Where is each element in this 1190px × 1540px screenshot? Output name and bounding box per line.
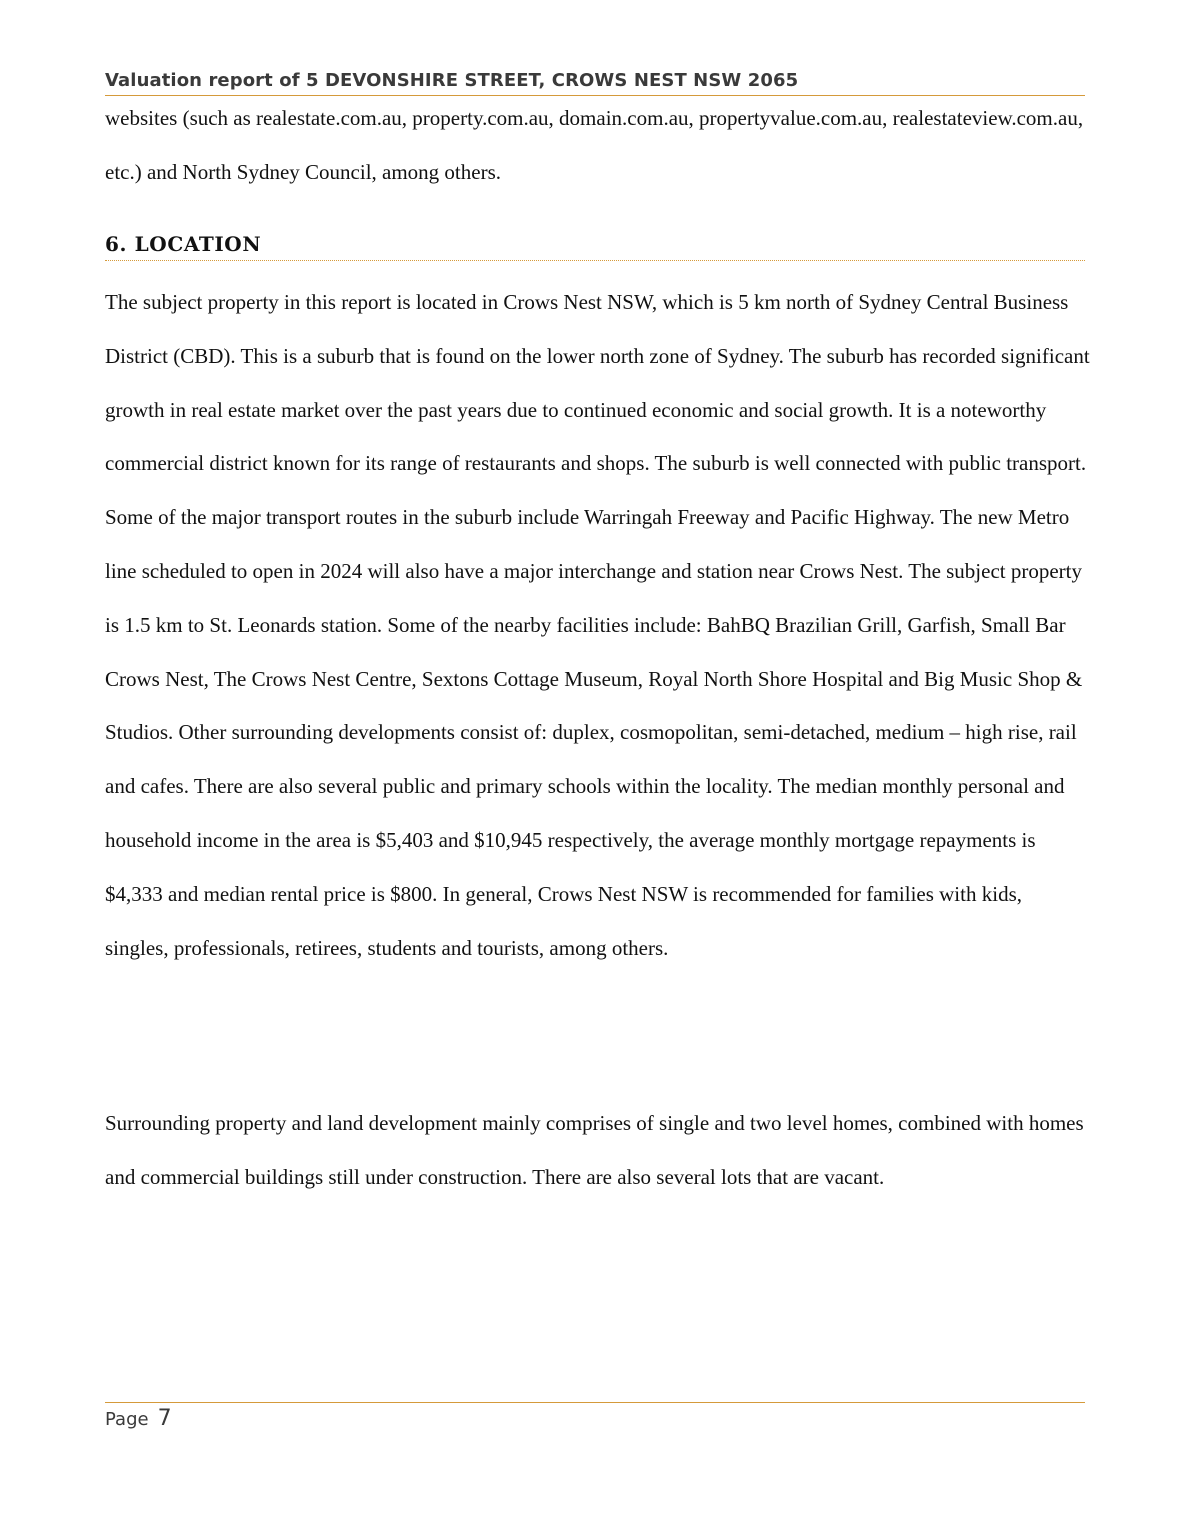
page-number: 7: [157, 1406, 172, 1431]
footer-divider: [105, 1402, 1085, 1403]
section-heading-location: 6. LOCATION: [105, 232, 262, 256]
location-paragraph-2: Surrounding property and land development mainly comprises of single and two level homes, combined with homes and commercial buildings still under construction. There are also several lots that are vacant.: [105, 1111, 1084, 1189]
page-label: Page: [105, 1409, 149, 1430]
page-footer: [105, 1406, 172, 1431]
location-paragraph-1: The subject property in this report is located in Crows Nest NSW, which is 5 km north of Sydney Central Business District (CBD). This is a suburb that is found on the lower north zone of Sydney. The suburb has recorded significant growth in real estate market over the past years due to continued economic and social growth. It is a noteworthy commercial district known for its range of restaurants and shops. The suburb is well connected with public transport. Some of the major transport routes in the suburb include Warringah Freeway and Pacific Highway. The new Metro line scheduled to open in 2024 will also have a major interchange and station near Crows Nest. The subject property is 1.5 km to St. Leonards station. Some of the nearby facilities include: BahBQ Brazilian Grill, Garfish, Small Bar Crows Nest, The Crows Nest Centre, Sextons Cottage Museum, Royal North Shore Hospital and Big Music Shop & Studios. Other surrounding developments consist of: duplex, cosmopolitan, semi-detached, medium – high rise, rail and cafes. There are also several public and primary schools within the locality. The median monthly personal and household income in the area is $5,403 and $10,945 respectively, the average monthly mortgage repayments is $4,333 and median rental price is $800. In general, Crows Nest NSW is recommended for families with kids, singles, professionals, retirees, students and tourists, among others.: [105, 290, 1090, 960]
section-heading-divider: [105, 260, 1085, 261]
intro-paragraph: websites (such as realestate.com.au, property.com.au, domain.com.au, propertyvalue.com.au, realestateview.com.au, etc.) and North Sydney Council, among others.: [105, 106, 1084, 184]
running-header-title: Valuation report of 5 DEVONSHIRE STREET, CROWS NEST NSW 2065: [105, 70, 799, 91]
